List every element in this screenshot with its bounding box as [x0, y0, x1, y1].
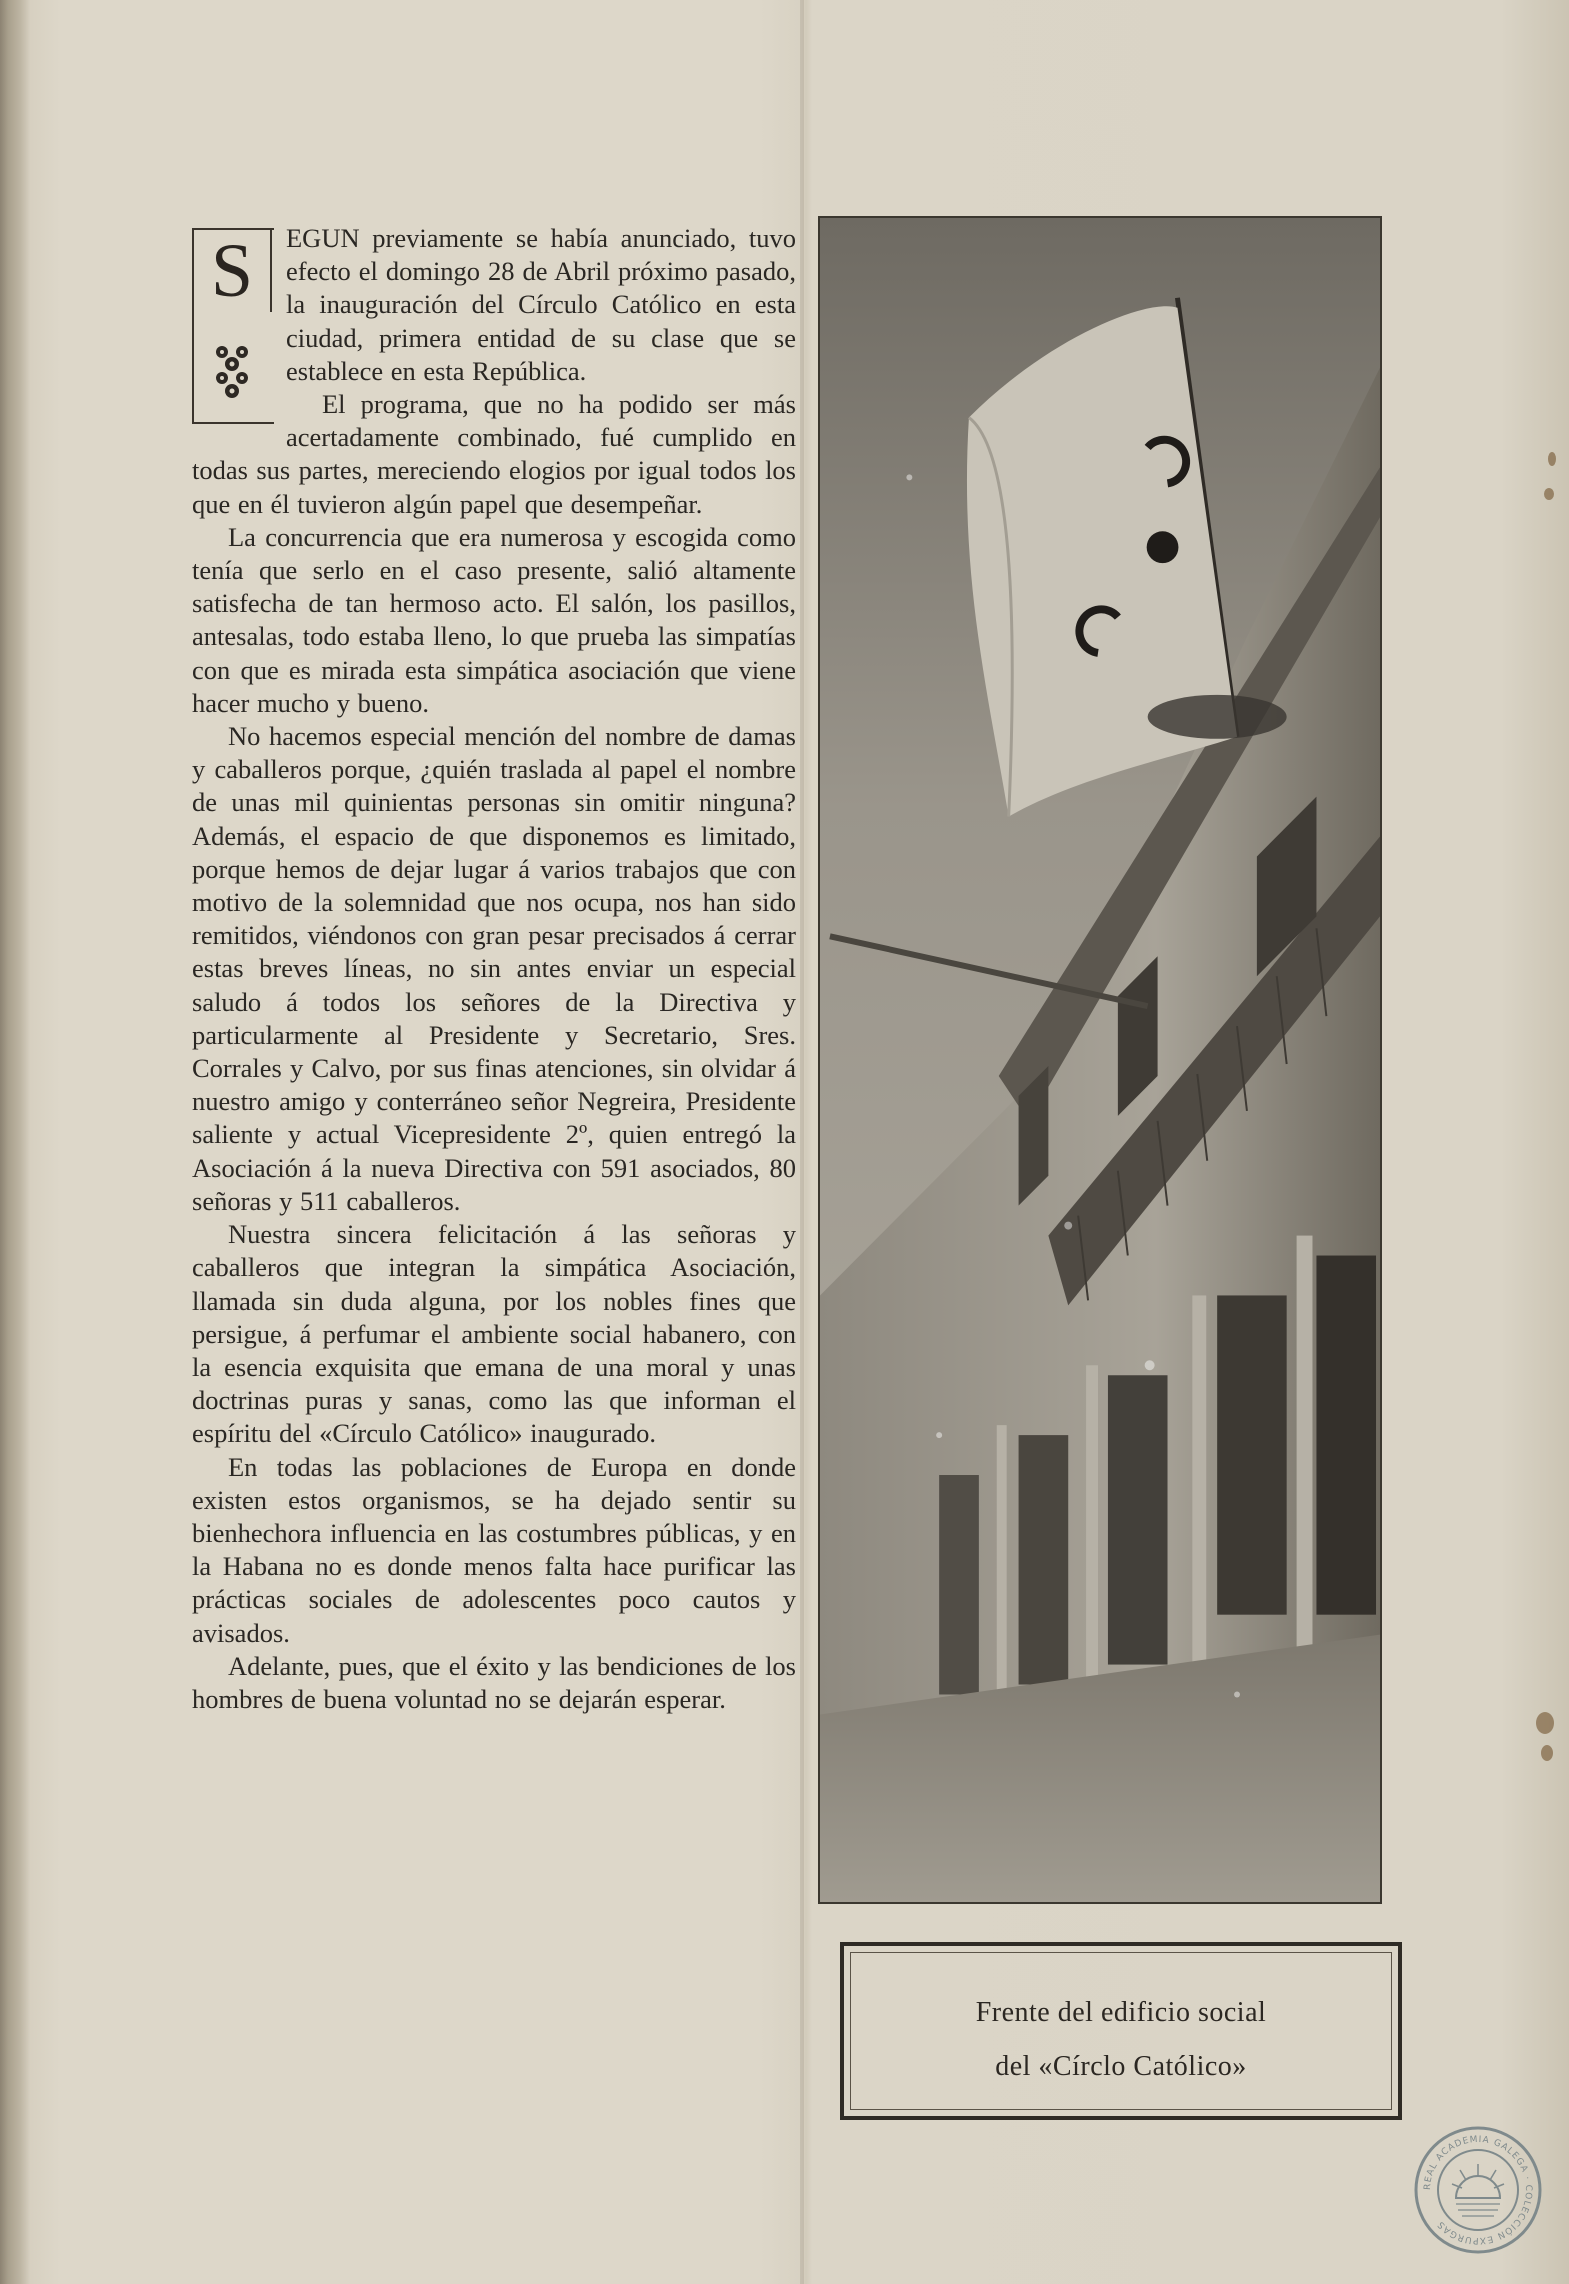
svg-text:REAL ACADEMIA GALEGA · COLECCI — [1423, 2135, 1533, 2245]
article-paragraph: Adelante, pues, que el éxito y las bendiciones de los hombres de buena voluntad no se dejarán esperar. — [192, 1650, 796, 1714]
stain-mark — [1541, 1745, 1553, 1761]
dropcap-box — [192, 228, 274, 424]
article-text — [192, 222, 796, 1716]
floral-ornament-icon — [212, 342, 252, 400]
article-paragraph: No hacemos especial mención del nombre de damas y caballeros porque, ¿quién traslada al papel el nombre de unas mil quinientas personas sin omitir ninguna? Además, el espacio de que disponemos es limitado, porque hemos de dejar lugar á varios trabajos que con motivo de la solemnidad que nos ocupa, nos han sido remitidos, viéndonos con gran pesar precisados á cerrar estas breves líneas, no sin antes enviar un especial saludo á todos los señores de la Directiva y particularmente al Presidente y Secretario, Sres. Corrales y Calvo, por sus finas atenciones, sin olvidar á nuestro amigo y conterráneo señor Negreira, Presidente saliente y actual Vicepresidente 2º, quien entregó la Asociación á la nueva Directiva con 591 asociados, 80 señoras y 511 caballeros. — [192, 721, 796, 1216]
article-paragraph: Nuestra sincera felicitación á las señoras y caballeros que integran la simpática Asociación, llamada sin duda alguna, por los nobles fines que persigue, á perfumar el ambiente social habanero, con la esencia exquisita que emana de una moral y unas doctrinas puras y sanas, como las que informan el espíritu del «Círculo Católico» inaugurado. — [192, 1219, 796, 1449]
article-paragraph: EGUN previamente se había anunciado, tuvo efecto el domingo 28 de Abril próximo pasado, la inauguración del Círculo Católico en esta ciudad, primera entidad de su clase que se establece en esta República. — [286, 223, 796, 386]
stain-mark — [1536, 1712, 1554, 1734]
photo-caption-box — [840, 1942, 1402, 2120]
page-fold — [800, 0, 804, 2284]
article-paragraph: En todas las poblaciones de Europa en donde existen estos organismos, se ha dejado sentir su bienhechora influencia en las costumbres públicas, y en la Habana no es donde menos falta hace purificar las prácticas sociales de adolescentes poco cautos y avisados. — [192, 1451, 796, 1648]
stain-mark — [1548, 452, 1556, 466]
building-photograph — [818, 216, 1382, 1904]
page-binding-shadow — [0, 0, 30, 2284]
library-seal-stamp — [1412, 2124, 1544, 2256]
article-paragraph: El programa, que no ha podido ser más acertadamente combinado, fué cumplido en todas sus partes, mereciendo elogios por igual todos los que en él tuvieron algún papel que desempeñar. — [192, 389, 796, 519]
dropcap-letter: S — [194, 230, 272, 312]
stain-mark — [1544, 488, 1554, 500]
photo-caption-line: Frente del edificio social — [975, 1997, 1267, 2028]
photo-caption-line: del «Círclo Católico» — [995, 2051, 1247, 2082]
article-paragraph: La concurrencia que era numerosa y escogida como tenía que serlo en el caso presente, salió altamente satisfecha de tan hermoso acto. El salón, los pasillos, antesalas, todo estaba lleno, lo que prueba las simpatías con que es mirada esta simpática asociación que viene hacer mucho y bueno. — [192, 521, 796, 718]
seal-text: REAL ACADEMIA GALEGA · COLECCIÓN EXPURGAS — [1422, 2134, 1534, 2246]
photo-caption-inner-border — [850, 1952, 1392, 2110]
building-photo-illustration — [820, 218, 1380, 1902]
